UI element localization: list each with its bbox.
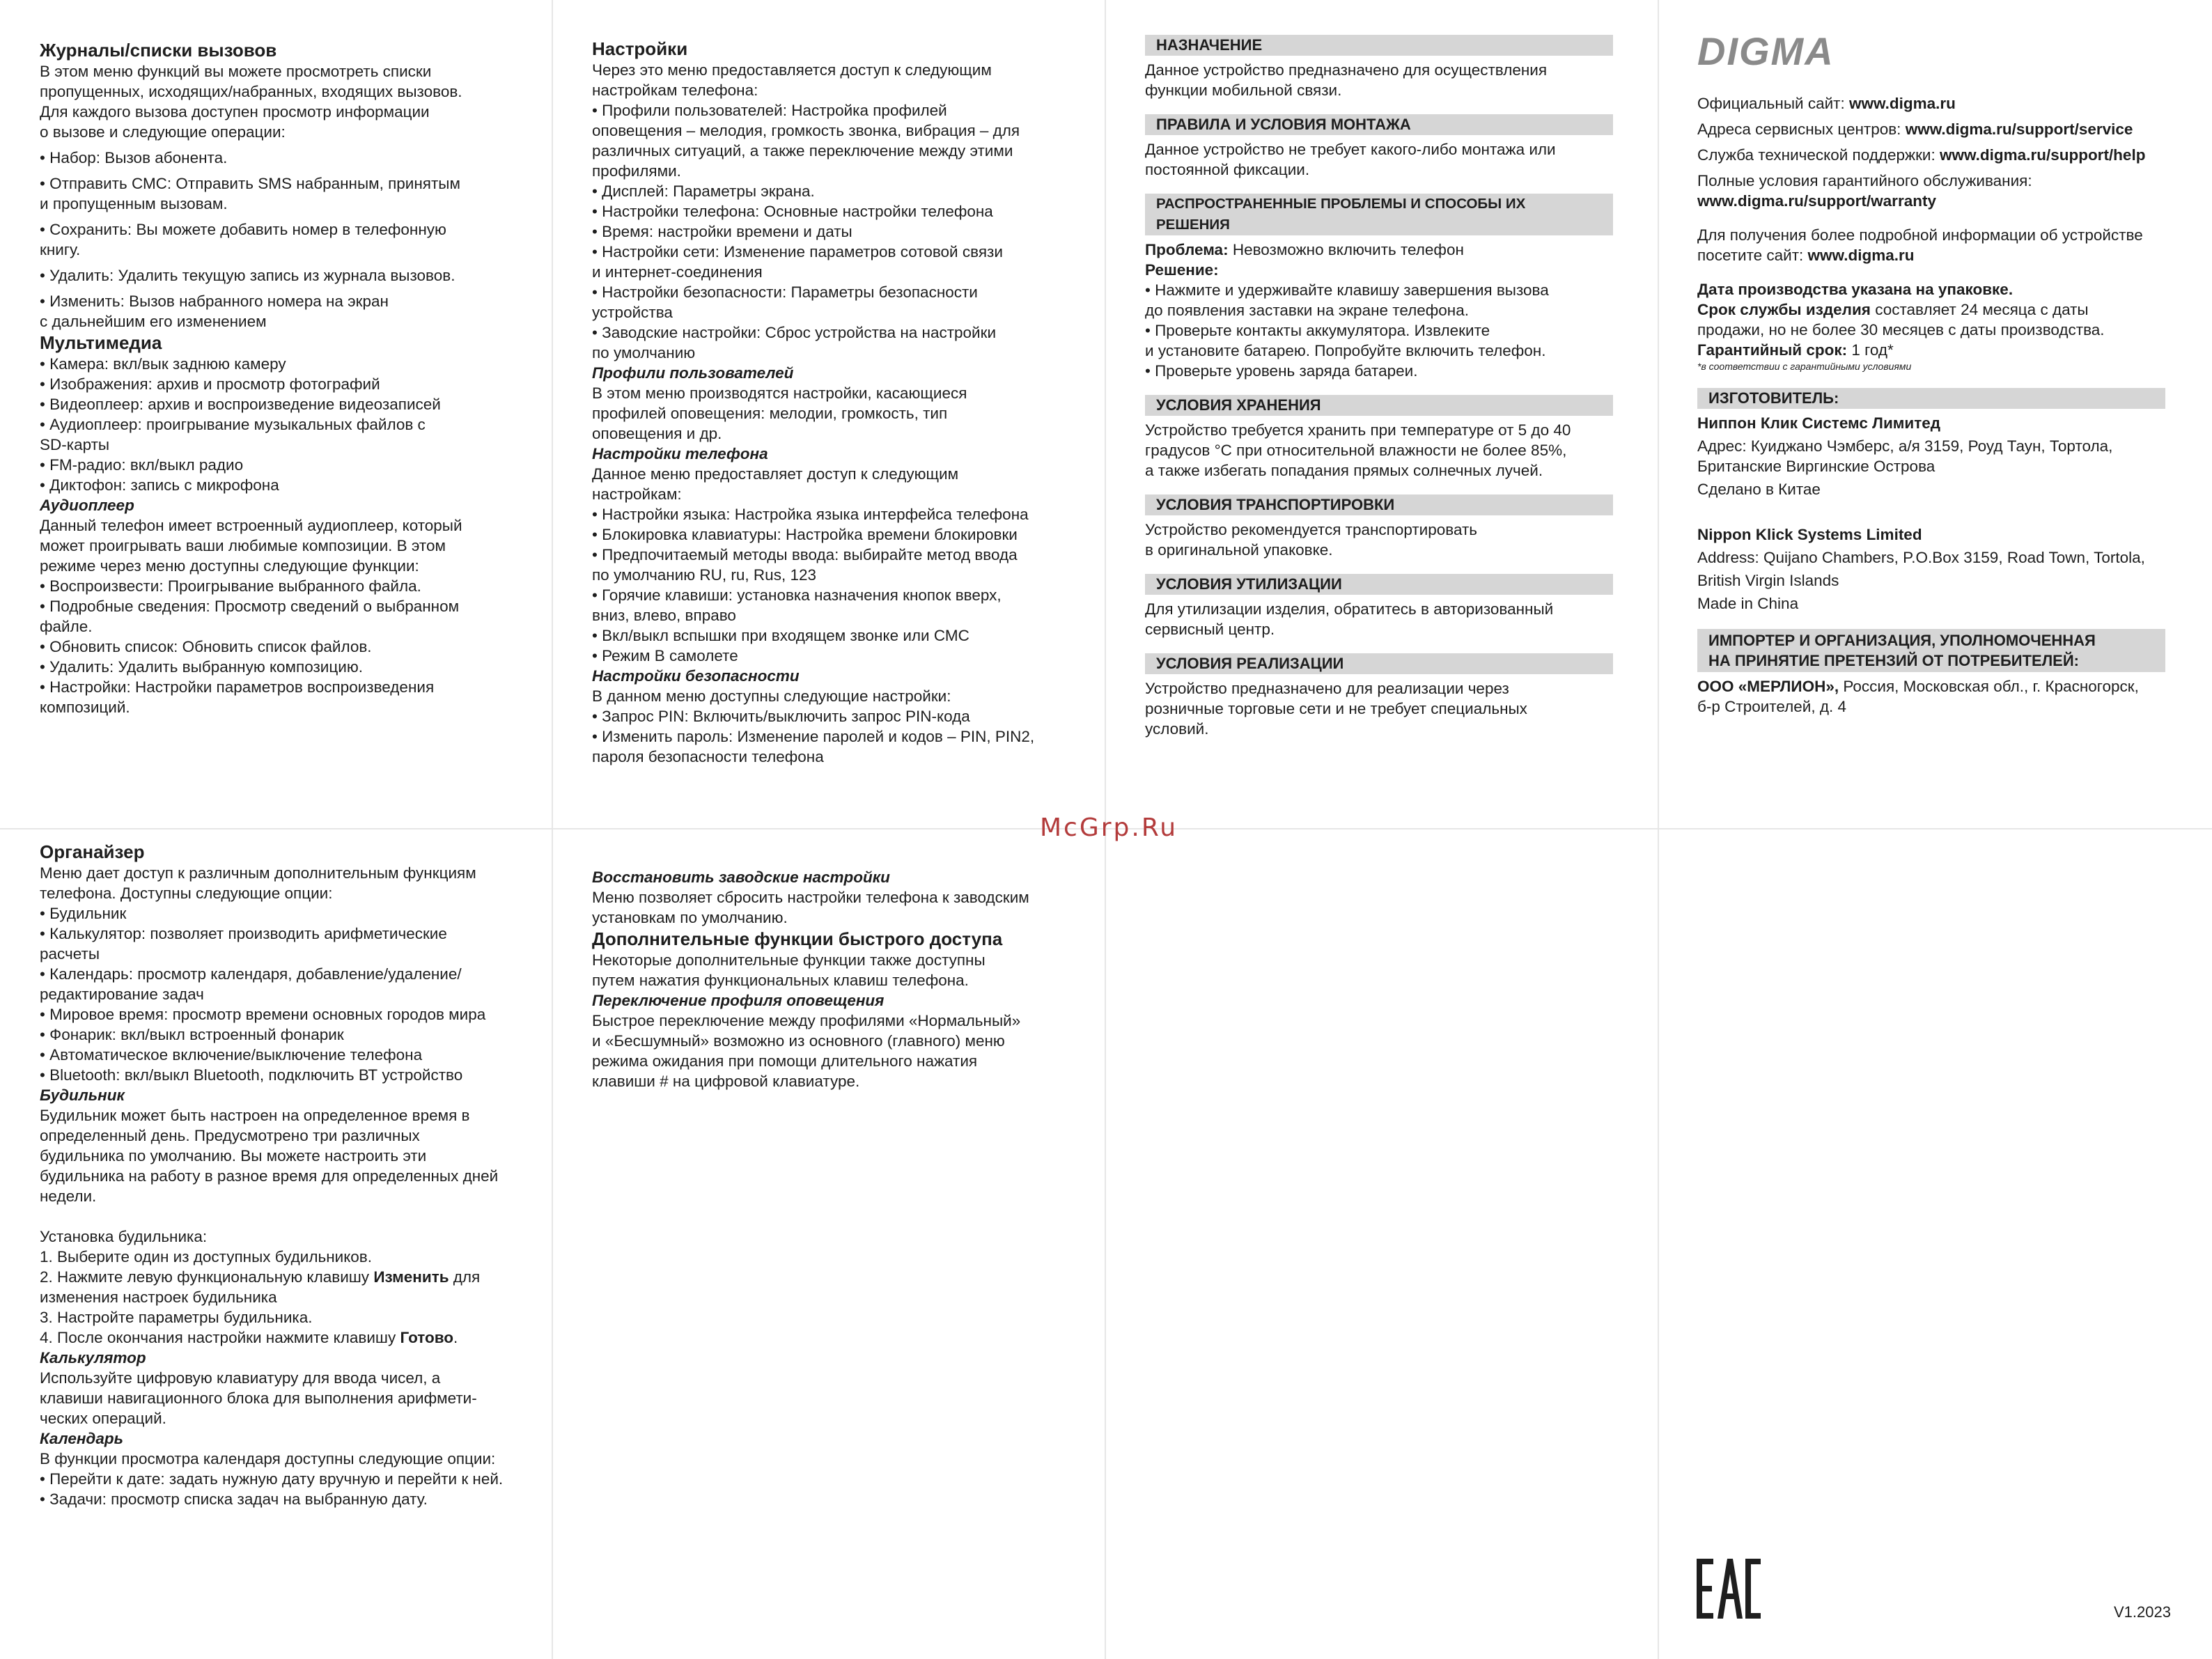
storage-heading: УСЛОВИЯ ХРАНЕНИЯ	[1145, 395, 1613, 416]
calls-intro-line: пропущенных, исходящих/набранных, входящих вызовов.	[40, 83, 462, 100]
audio-line: • Настройки: Настройки параметров воспроизведения	[40, 678, 435, 696]
settings-line: профилями.	[592, 162, 681, 180]
settings-line: • Время: настройки времени и даты	[592, 223, 852, 240]
profile-switch-line: режима ожидания при помощи длительного нажатия	[592, 1052, 978, 1070]
more-info	[1697, 245, 2185, 265]
settings-line: • Настройки телефона: Основные настройки телефона	[592, 203, 993, 220]
organizer-line: • Фонарик: вкл/выкл встроенный фонарик	[40, 1026, 344, 1043]
alarm-step-text: 4. После окончания настройки нажмите клавишу	[40, 1329, 400, 1346]
alarm-step-text: для	[449, 1268, 481, 1286]
eac-mark-icon	[1697, 1559, 1761, 1622]
manufacturer-address-ru: Адрес: Куиджано Чэмберс, а/я 3159, Роуд Таун, Тортола,	[1697, 437, 2113, 455]
manufacturer-name-ru: Ниппон Клик Системс Лимитед	[1697, 414, 1941, 432]
multimedia-item: SD-карты	[40, 436, 110, 453]
security-line: В данном меню доступны следующие настройки:	[592, 687, 951, 705]
warranty-link[interactable]: www.digma.ru/support/warranty	[1697, 192, 1936, 210]
organizer-line: • Календарь: просмотр календаря, добавление/удаление/	[40, 965, 462, 983]
profile-switch-line: клавиши # на цифровой клавиатуре.	[592, 1073, 860, 1090]
manufacturer-name-en: Nippon Klick Systems Limited	[1697, 526, 1922, 543]
settings-line: настройкам телефона:	[592, 81, 758, 99]
alarm-title: Будильник	[40, 1086, 125, 1104]
solution-line: до появления заставки на экране телефона.	[1145, 302, 1469, 319]
calls-intro-line: Для каждого вызова доступен просмотр информации	[40, 103, 430, 120]
alarm-line: будильника на работу в разное время для определенных дней	[40, 1167, 499, 1185]
site-watermark: McGrp.Ru	[1040, 813, 1178, 842]
organizer-line: Меню дает доступ к различным дополнительным функциям	[40, 864, 476, 882]
organizer-line: расчеты	[40, 945, 100, 963]
calls-intro-line: о вызове и следующие операции:	[40, 123, 286, 141]
mounting-line: постоянной фиксации.	[1145, 161, 1310, 178]
settings-line: • Настройки безопасности: Параметры безопасности	[592, 283, 978, 301]
settings-line: оповещения – мелодия, громкость звонка, вибрация – для	[592, 122, 1020, 139]
storage-line: Устройство требуется хранить при температуре от 5 до 40	[1145, 421, 1571, 439]
quick-access-line: путем нажатия функциональных клавиш телефона.	[592, 972, 969, 989]
solution-line: • Проверьте уровень заряда батареи.	[1145, 362, 1418, 380]
alarm-line: Будильник может быть настроен на определенное время в	[40, 1107, 470, 1124]
organizer-line: редактирование задач	[40, 986, 204, 1003]
profile-switch-title: Переключение профиля оповещения	[592, 992, 885, 1009]
reset-title: Восстановить заводские настройки	[592, 869, 890, 886]
transport-heading: УСЛОВИЯ ТРАНСПОРТИРОВКИ	[1145, 494, 1613, 515]
calls-intro-line: В этом меню функций вы можете просмотреть списки	[40, 63, 432, 80]
service-life-text: составляет 24 месяца с даты	[1870, 301, 2089, 318]
phone-settings-line: • Режим В самолете	[592, 647, 738, 664]
purpose-heading: НАЗНАЧЕНИЕ	[1145, 35, 1613, 56]
audio-line: • Обновить список: Обновить список файлов.	[40, 638, 372, 655]
problems-heading: РАСПРОСТРАНЕННЫЕ ПРОБЛЕМЫ И СПОСОБЫ ИХ РЕШЕНИЯ	[1145, 194, 1613, 235]
guarantee-label: Гарантийный срок:	[1697, 341, 1848, 359]
sale-line: розничные торговые сети и не требует специальных	[1145, 700, 1527, 717]
multimedia-item: • Изображения: архив и просмотр фотографий	[40, 375, 380, 393]
solution-line: и установите батарею. Попробуйте включить телефон.	[1145, 342, 1546, 359]
warranty-label: Полные условия гарантийного обслуживания:	[1697, 172, 2032, 189]
importer-address-text: Россия, Московская обл., г. Красногорск,	[1839, 678, 2139, 695]
sale-heading: УСЛОВИЯ РЕАЛИЗАЦИИ	[1145, 653, 1613, 674]
audio-line: • Удалить: Удалить выбранную композицию.	[40, 658, 363, 676]
mounting-line: Данное устройство не требует какого-либо монтажа или	[1145, 141, 1556, 158]
manufacturer-origin-ru: Сделано в Китае	[1697, 481, 1821, 498]
panel-settings	[592, 38, 1107, 767]
profile-switch-line: и «Бесшумный» возможно из основного (главного) меню	[592, 1032, 1005, 1050]
guarantee-footnote: *в соответствии с гарантийными условиями	[1697, 361, 1912, 372]
organizer-line: • Автоматическое включение/выключение телефона	[40, 1046, 423, 1064]
official-site-link[interactable]: www.digma.ru	[1848, 95, 1956, 112]
tech-support-link[interactable]: www.digma.ru/support/help	[1940, 146, 2146, 164]
alarm-step: 3. Настройте параметры будильника.	[40, 1309, 313, 1326]
phone-settings-line: Данное меню предоставляет доступ к следующим	[592, 465, 959, 483]
panel-brand-info	[1697, 31, 2185, 717]
security-title: Настройки безопасности	[592, 667, 800, 685]
multimedia-item: • Диктофон: запись с микрофона	[40, 476, 279, 494]
more-info-line: Для получения более подробной информации об устройстве	[1697, 226, 2143, 244]
purpose-line: Данное устройство предназначено для осуществления	[1145, 61, 1548, 79]
audio-line: Данный телефон имеет встроенный аудиоплеер, который	[40, 517, 462, 534]
phone-settings-line: вниз, влево, вправо	[592, 607, 736, 624]
panel-organizer	[40, 841, 555, 1509]
settings-line: устройства	[592, 304, 673, 321]
panel-conditions	[1145, 35, 1660, 753]
panel-calls-multimedia	[40, 39, 555, 717]
tech-support-label: Служба технической поддержки:	[1697, 146, 1940, 164]
settings-line: Через это меню предоставляется доступ к следующим	[592, 61, 992, 79]
calendar-line: • Перейти к дате: задать нужную дату вручную и перейти к ней.	[40, 1470, 504, 1488]
settings-line: • Заводские настройки: Сброс устройства на настройки	[592, 324, 997, 341]
solution-line: • Нажмите и удерживайте клавишу завершения вызова	[1145, 281, 1549, 299]
service-life-label: Срок службы изделия	[1697, 301, 1871, 318]
audio-line: • Подробные сведения: Просмотр сведений о выбранном	[40, 598, 460, 615]
alarm-line: определенный день. Предусмотрено три различных	[40, 1127, 420, 1144]
alarm-step: 1. Выберите один из доступных будильников.	[40, 1248, 373, 1265]
settings-line: и интернет-соединения	[592, 263, 763, 281]
organizer-line: телефона. Доступны следующие опции:	[40, 885, 333, 902]
alarm-step-text: .	[453, 1329, 458, 1346]
disposal-line: Для утилизации изделия, обратитесь в авторизованный	[1145, 600, 1554, 618]
phone-settings-line: • Настройки языка: Настройка языка интерфейса телефона	[592, 506, 1029, 523]
importer-heading-line: НА ПРИНЯТИЕ ПРЕТЕНЗИЙ ОТ ПОТРЕБИТЕЛЕЙ:	[1708, 652, 2079, 669]
service-centers	[1697, 119, 2185, 139]
transport-line: Устройство рекомендуется транспортировать	[1145, 521, 1478, 538]
organizer-line: • Будильник	[40, 905, 127, 922]
quick-access-line: Некоторые дополнительные функции также доступны	[592, 951, 986, 969]
settings-line: различных ситуаций, а также переключение между этими	[592, 142, 1013, 159]
multimedia-item: • Аудиоплеер: проигрывание музыкальных файлов с	[40, 416, 426, 433]
call-op: книгу.	[40, 241, 81, 258]
phone-settings-line: по умолчанию RU, ru, Rus, 123	[592, 566, 816, 584]
manufacturer-origin-en: Made in China	[1697, 595, 1799, 612]
call-op: • Сохранить: Вы можете добавить номер в телефонную	[40, 221, 446, 238]
settings-title: Настройки	[592, 38, 688, 59]
alarm-step-key: Готово	[400, 1329, 454, 1346]
profiles-title: Профили пользователей	[592, 364, 794, 382]
production-date: Дата производства указана на упаковке.	[1697, 281, 2014, 298]
audio-line: может проигрывать ваши любимые композиции. В этом	[40, 537, 446, 554]
organizer-line: • Калькулятор: позволяет производить арифметические	[40, 925, 447, 942]
call-op: • Отправить СМС: Отправить SMS набранным, принятым	[40, 175, 460, 192]
audio-line: композиций.	[40, 699, 130, 716]
storage-line: градусов °С при относительной влажности не более 85%,	[1145, 442, 1567, 459]
organizer-line: • Bluetooth: вкл/выкл Bluetooth, подключить ВТ устройство	[40, 1066, 463, 1084]
settings-line: • Профили пользователей: Настройка профилей	[592, 102, 947, 119]
alarm-setup-title: Установка будильника:	[40, 1228, 208, 1245]
service-centers-link[interactable]: www.digma.ru/support/service	[1905, 120, 2133, 138]
alarm-step	[40, 1267, 555, 1287]
service-centers-label: Адреса сервисных центров:	[1697, 120, 1906, 138]
settings-line: • Дисплей: Параметры экрана.	[592, 182, 815, 200]
multimedia-item: • Видеоплеер: архив и воспроизведение видеозаписей	[40, 396, 441, 413]
calendar-line: В функции просмотра календаря доступны следующие опции:	[40, 1450, 496, 1467]
audio-line: • Воспроизвести: Проигрывание выбранного файла.	[40, 577, 421, 595]
sale-line: Устройство предназначено для реализации через	[1145, 680, 1509, 697]
document-version: V1.2023	[2114, 1603, 2171, 1621]
security-line: пароля безопасности телефона	[592, 748, 824, 765]
multimedia-title: Мультимедиа	[40, 332, 162, 353]
alarm-step-text: 2. Нажмите левую функциональную клавишу	[40, 1268, 374, 1286]
alarm-step-key: Изменить	[373, 1268, 449, 1286]
importer-heading	[1697, 629, 2165, 672]
audio-line: файле.	[40, 618, 93, 635]
reset-line: установкам по умолчанию.	[592, 909, 788, 926]
importer-heading-line: ИМПОРТЕР И ОРГАНИЗАЦИЯ, УПОЛНОМОЧЕННАЯ	[1708, 632, 2096, 649]
multimedia-item: • Камера: вкл/вык заднюю камеру	[40, 355, 286, 373]
digma-logo: DIGMA	[1697, 29, 1835, 73]
importer-name: ООО «МЕРЛИОН»,	[1697, 678, 1839, 695]
mounting-heading: ПРАВИЛА И УСЛОВИЯ МОНТАЖА	[1145, 114, 1613, 135]
problem-text: Невозможно включить телефон	[1228, 241, 1464, 258]
calculator-line: ческих операций.	[40, 1410, 166, 1427]
security-line: • Изменить пароль: Изменение паролей и кодов – PIN, PIN2,	[592, 728, 1035, 745]
importer-address	[1697, 676, 2185, 696]
official-site	[1697, 93, 2185, 114]
guarantee	[1697, 340, 2185, 360]
phone-settings-line: • Предпочитаемый методы ввода: выбирайте метод ввода	[592, 546, 1018, 563]
reset-line: Меню позволяет сбросить настройки телефона к заводским	[592, 889, 1029, 906]
more-info-link[interactable]: www.digma.ru	[1807, 247, 1915, 264]
alarm-step	[40, 1327, 555, 1348]
organizer-title: Органайзер	[40, 841, 145, 862]
storage-line: а также избегать попадания прямых солнечных лучей.	[1145, 462, 1543, 479]
phone-settings-line: настройкам:	[592, 485, 682, 503]
official-site-label: Официальный сайт:	[1697, 95, 1849, 112]
importer-address-line: б-р Строителей, д. 4	[1697, 698, 1846, 715]
problem-line	[1145, 240, 1660, 260]
manufacturer-address-ru: Британские Виргинские Острова	[1697, 458, 1936, 475]
call-op: с дальнейшим его изменением	[40, 313, 267, 330]
alarm-line: будильника по умолчанию. Вы можете настроить эти	[40, 1147, 427, 1165]
tech-support	[1697, 145, 2185, 165]
call-op: • Набор: Вызов абонента.	[40, 149, 228, 166]
multimedia-item: • FM-радио: вкл/выкл радио	[40, 456, 244, 474]
alarm-step: изменения настроек будильника	[40, 1288, 277, 1306]
security-line: • Запрос PIN: Включить/выключить запрос PIN-кода	[592, 708, 970, 725]
calendar-line: • Задачи: просмотр списка задач на выбранную дату.	[40, 1490, 428, 1508]
profiles-line: оповещения и др.	[592, 425, 722, 442]
solution-label: Решение:	[1145, 261, 1219, 279]
problem-label: Проблема:	[1145, 241, 1229, 258]
sale-line: условий.	[1145, 720, 1209, 738]
manufacturer-heading: ИЗГОТОВИТЕЛЬ:	[1697, 388, 2165, 409]
calls-title: Журналы/списки вызовов	[40, 40, 277, 61]
audio-line: режиме через меню доступны следующие функции:	[40, 557, 419, 575]
calendar-title: Календарь	[40, 1430, 123, 1447]
phone-settings-line: • Горячие клавиши: установка назначения кнопок вверх,	[592, 586, 1002, 604]
profiles-line: профилей оповещения: мелодии, громкость, тип	[592, 405, 948, 422]
service-life-line: продажи, но не более 30 месяцев с даты производства.	[1697, 321, 2105, 338]
service-life	[1697, 299, 2185, 320]
more-info-label: посетите сайт:	[1697, 247, 1808, 264]
phone-settings-line: • Блокировка клавиатуры: Настройка времени блокировки	[592, 526, 1018, 543]
settings-line: по умолчанию	[592, 344, 696, 361]
disposal-line: сервисный центр.	[1145, 621, 1275, 638]
calculator-line: клавиши навигационного блока для выполнения арифмети-	[40, 1389, 477, 1407]
purpose-line: функции мобильной связи.	[1145, 81, 1342, 99]
disposal-heading: УСЛОВИЯ УТИЛИЗАЦИИ	[1145, 574, 1613, 595]
manufacturer-address-en: Address: Quijano Chambers, P.O.Box 3159, Road Town, Tortola,	[1697, 549, 2145, 566]
calculator-line: Используйте цифровую клавиатуру для ввода чисел, а	[40, 1369, 441, 1387]
profile-switch-line: Быстрое переключение между профилями «Нормальный»	[592, 1012, 1021, 1029]
settings-line: • Настройки сети: Изменение параметров сотовой связи	[592, 243, 1003, 260]
solution-line: • Проверьте контакты аккумулятора. Извлеките	[1145, 322, 1490, 339]
panel-extra-functions	[592, 867, 1107, 1091]
profiles-line: В этом меню производятся настройки, касающиеся	[592, 384, 967, 402]
call-op: и пропущенным вызовам.	[40, 195, 228, 212]
guarantee-text: 1 год*	[1847, 341, 1894, 359]
transport-line: в оригинальной упаковке.	[1145, 541, 1333, 559]
call-op: • Удалить: Удалить текущую запись из журнала вызовов.	[40, 267, 455, 284]
quick-access-title: Дополнительные функции быстрого доступа	[592, 928, 1003, 949]
calculator-title: Калькулятор	[40, 1349, 146, 1366]
manufacturer-address-en: British Virgin Islands	[1697, 572, 1839, 589]
call-op: • Изменить: Вызов набранного номера на экран	[40, 293, 389, 310]
alarm-line: недели.	[40, 1187, 97, 1205]
audio-title: Аудиоплеер	[40, 497, 134, 514]
phone-settings-line: • Вкл/выкл вспышки при входящем звонке или СМС	[592, 627, 969, 644]
organizer-line: • Мировое время: просмотр времени основных городов мира	[40, 1006, 486, 1023]
phone-settings-title: Настройки телефона	[592, 445, 768, 462]
